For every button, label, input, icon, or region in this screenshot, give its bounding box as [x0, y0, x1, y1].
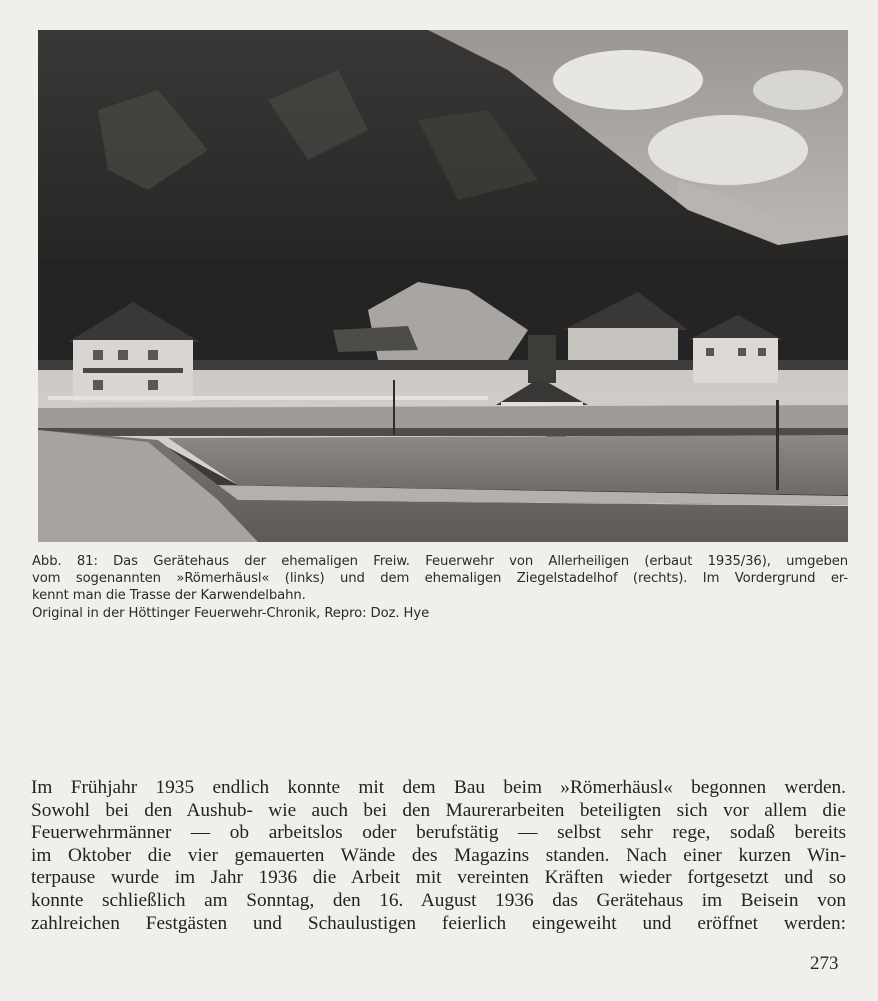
- body-line: im Oktober die vier gemauerten Wände des Magazins standen. Nach einer kurzen Win-: [31, 844, 846, 866]
- body-line: Im Frühjahr 1935 endlich konnte mit dem Bau beim »Römerhäusl« begonnen werden.: [31, 777, 846, 798]
- body-line: zahlreichen Festgästen und Schaulustigen feierlich eingeweiht und eröffnet werden:: [31, 912, 846, 934]
- body-paragraph: [31, 777, 846, 935]
- body-line: Sowohl bei den Aushub- wie auch bei den Maurerarbeiten beteiligten sich vor allem die: [31, 799, 846, 821]
- historical-photograph: [38, 30, 848, 542]
- body-line: terpause wurde im Jahr 1936 die Arbeit mit vereinten Kräften wieder fortgesetzt und so: [31, 867, 846, 889]
- caption-credit: Original in der Höttinger Feuerwehr-Chronik, Repro: Doz. Hye: [32, 605, 430, 621]
- body-line: Feuerwehrmänner — ob arbeitslos oder berufstätig — selbst sehr rege, sodaß bereits: [31, 822, 846, 844]
- caption-line: vom sogenannten »Römerhäusl« (links) und dem ehemaligen Ziegelstadelhof (rechts). Im Vordergrund er-: [32, 571, 848, 587]
- body-line: konnte schließlich am Sonntag, den 16. August 1936 das Gerätehaus im Beisein von: [31, 889, 846, 911]
- page-number: 273: [810, 953, 839, 974]
- photo-fire-station-scene: [38, 30, 848, 542]
- caption-line: kennt man die Trasse der Karwendelbahn.: [32, 588, 306, 604]
- figure-caption: [32, 553, 848, 622]
- caption-line: Abb. 81: Das Gerätehaus der ehemaligen Freiw. Feuerwehr von Allerheiligen (erbaut 1935/36), umgeben: [32, 554, 848, 569]
